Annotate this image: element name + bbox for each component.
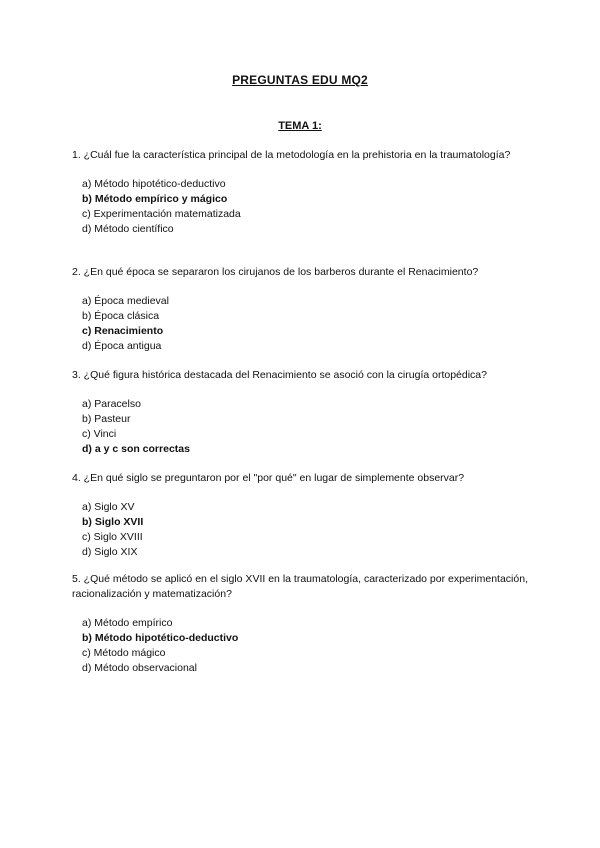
option-d: d) Método observacional xyxy=(82,662,197,674)
option-b-correct: b) Método hipotético-deductivo xyxy=(82,632,239,644)
option-a: a) Método empírico xyxy=(82,617,173,629)
options-list xyxy=(72,397,528,457)
options-list xyxy=(72,177,528,237)
question-text: 2. ¿En qué época se separaron los cirujanos de los barberos durante el Renacimiento? xyxy=(72,266,479,278)
question-1 xyxy=(72,148,528,237)
option-c: c) Experimentación matematizada xyxy=(82,208,241,220)
options-list xyxy=(72,294,528,354)
option-d-correct: d) a y c son correctas xyxy=(82,443,190,455)
options-list xyxy=(72,500,528,560)
option-b-correct: b) Método empírico y mágico xyxy=(82,193,228,205)
question-5 xyxy=(72,572,528,676)
document-title: PREGUNTAS EDU MQ2 xyxy=(232,73,368,87)
option-a: a) Época medieval xyxy=(82,295,169,307)
option-c: c) Vinci xyxy=(82,428,117,440)
option-d: d) Siglo XIX xyxy=(82,546,138,558)
option-b: b) Pasteur xyxy=(82,413,131,425)
option-c: c) Método mágico xyxy=(82,647,166,659)
option-d: d) Método científico xyxy=(82,223,174,235)
option-a: a) Paracelso xyxy=(82,398,141,410)
section-title: TEMA 1: xyxy=(278,120,322,132)
option-d: d) Época antigua xyxy=(82,340,162,352)
question-3 xyxy=(72,368,528,457)
option-c-correct: c) Renacimiento xyxy=(82,325,164,337)
option-c: c) Siglo XVIII xyxy=(82,531,143,543)
option-b: b) Época clásica xyxy=(82,310,160,322)
question-2 xyxy=(72,265,528,354)
question-text: 4. ¿En qué siglo se preguntaron por el "por qué" en lugar de simplemente observar? xyxy=(72,472,465,484)
question-text: 3. ¿Qué figura histórica destacada del Renacimiento se asoció con la cirugía ortopédica? xyxy=(72,369,487,381)
option-a: a) Siglo XV xyxy=(82,501,135,513)
option-b-correct: b) Siglo XVII xyxy=(82,516,144,528)
options-list xyxy=(72,616,528,676)
question-text: 5. ¿Qué método se aplicó en el siglo XVII en la traumatología, caracterizado por experimentación, racionalización y matematización? xyxy=(72,573,528,600)
question-text: 1. ¿Cuál fue la característica principal de la metodología en la prehistoria en la traumatología? xyxy=(72,149,511,161)
question-4 xyxy=(72,471,528,560)
option-a: a) Método hipotético-deductivo xyxy=(82,178,226,190)
